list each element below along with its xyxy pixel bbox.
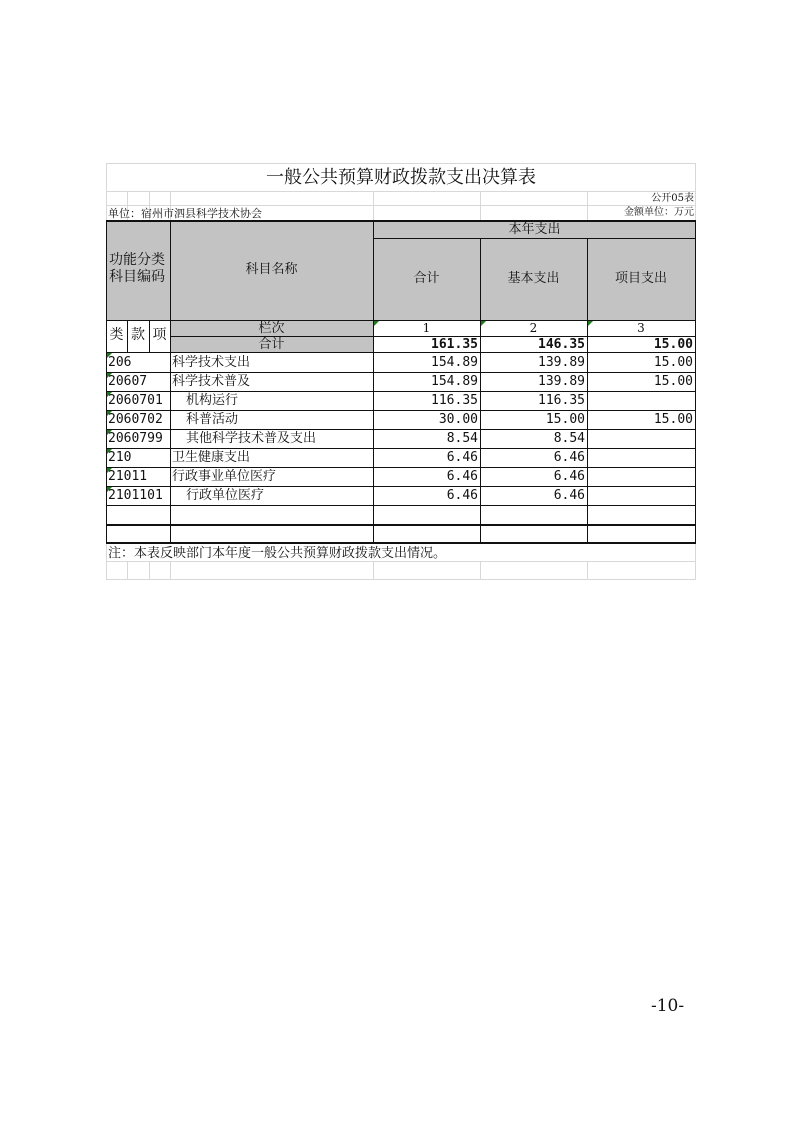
- project-header: 项目支出: [614, 271, 667, 286]
- footnote: 注：本表反映部门本年度一般公共预算财政拨款支出情况。: [108, 546, 447, 561]
- total-row-label: 合计: [258, 337, 285, 352]
- unit-label: 单位：宿州市泗县科学技术协会: [108, 207, 262, 220]
- form-code: 公开05表: [651, 193, 694, 204]
- row-project: 15.00: [653, 355, 693, 370]
- row-total: 8.54: [446, 431, 478, 446]
- row-code: 21011: [108, 469, 148, 484]
- row-name: 科学技术支出: [172, 355, 251, 370]
- row-basic: 15.00: [545, 412, 585, 427]
- row-total: 154.89: [431, 355, 478, 370]
- total-row-project: 15.00: [653, 337, 693, 352]
- row-project: 15.00: [653, 374, 693, 389]
- amount-unit: 金额单位：万元: [624, 207, 694, 218]
- xiang-header: 项: [152, 327, 167, 343]
- row-code: 2101101: [108, 488, 163, 503]
- row-name: 机构运行: [186, 393, 239, 408]
- row-basic: 8.54: [553, 431, 585, 446]
- total-row-basic: 146.35: [538, 337, 585, 352]
- row-total: 6.46: [446, 450, 478, 465]
- basic-header: 基本支出: [507, 271, 560, 286]
- total-header: 合计: [413, 271, 440, 286]
- budget-table: [106, 163, 696, 579]
- row-basic: 6.46: [553, 488, 585, 503]
- row-total: 154.89: [431, 374, 478, 389]
- row-basic: 139.89: [538, 355, 585, 370]
- row-total: 6.46: [446, 488, 478, 503]
- column-seq-label: 栏次: [258, 321, 285, 336]
- subject-code-header: 科目编码: [109, 269, 165, 285]
- kuan-header: 款: [131, 327, 145, 343]
- col-number-1: 1: [422, 321, 431, 335]
- row-total: 6.46: [446, 469, 478, 484]
- row-basic: 6.46: [553, 469, 585, 484]
- row-code: 2060701: [108, 393, 163, 408]
- col-number-2: 2: [529, 321, 538, 335]
- row-basic: 139.89: [538, 374, 585, 389]
- table-title: 一般公共预算财政拨款支出决算表: [266, 167, 536, 188]
- current-year-header: 本年支出: [508, 222, 561, 237]
- col-number-3: 3: [637, 321, 645, 335]
- row-name: 其他科学技术普及支出: [186, 431, 317, 446]
- row-code: 206: [108, 355, 132, 370]
- row-code: 2060702: [108, 412, 163, 427]
- subject-name-header: 科目名称: [245, 262, 298, 277]
- row-basic: 6.46: [553, 450, 585, 465]
- row-name: 行政单位医疗: [186, 488, 265, 503]
- row-total: 116.35: [431, 393, 478, 408]
- row-code: 2060799: [108, 431, 163, 446]
- row-project: 15.00: [653, 412, 693, 427]
- page-number: -10-: [651, 996, 685, 1016]
- row-name: 行政事业单位医疗: [172, 469, 277, 484]
- row-name: 科学技术普及: [172, 374, 251, 389]
- lei-header: 类: [109, 327, 124, 343]
- row-code: 210: [108, 450, 132, 465]
- row-code: 20607: [108, 374, 148, 389]
- total-row-total: 161.35: [431, 337, 478, 352]
- row-name: 卫生健康支出: [172, 450, 251, 465]
- row-name: 科普活动: [186, 412, 239, 427]
- row-basic: 116.35: [538, 393, 585, 408]
- row-total: 30.00: [438, 412, 478, 427]
- func-class-header: 功能分类: [109, 252, 165, 268]
